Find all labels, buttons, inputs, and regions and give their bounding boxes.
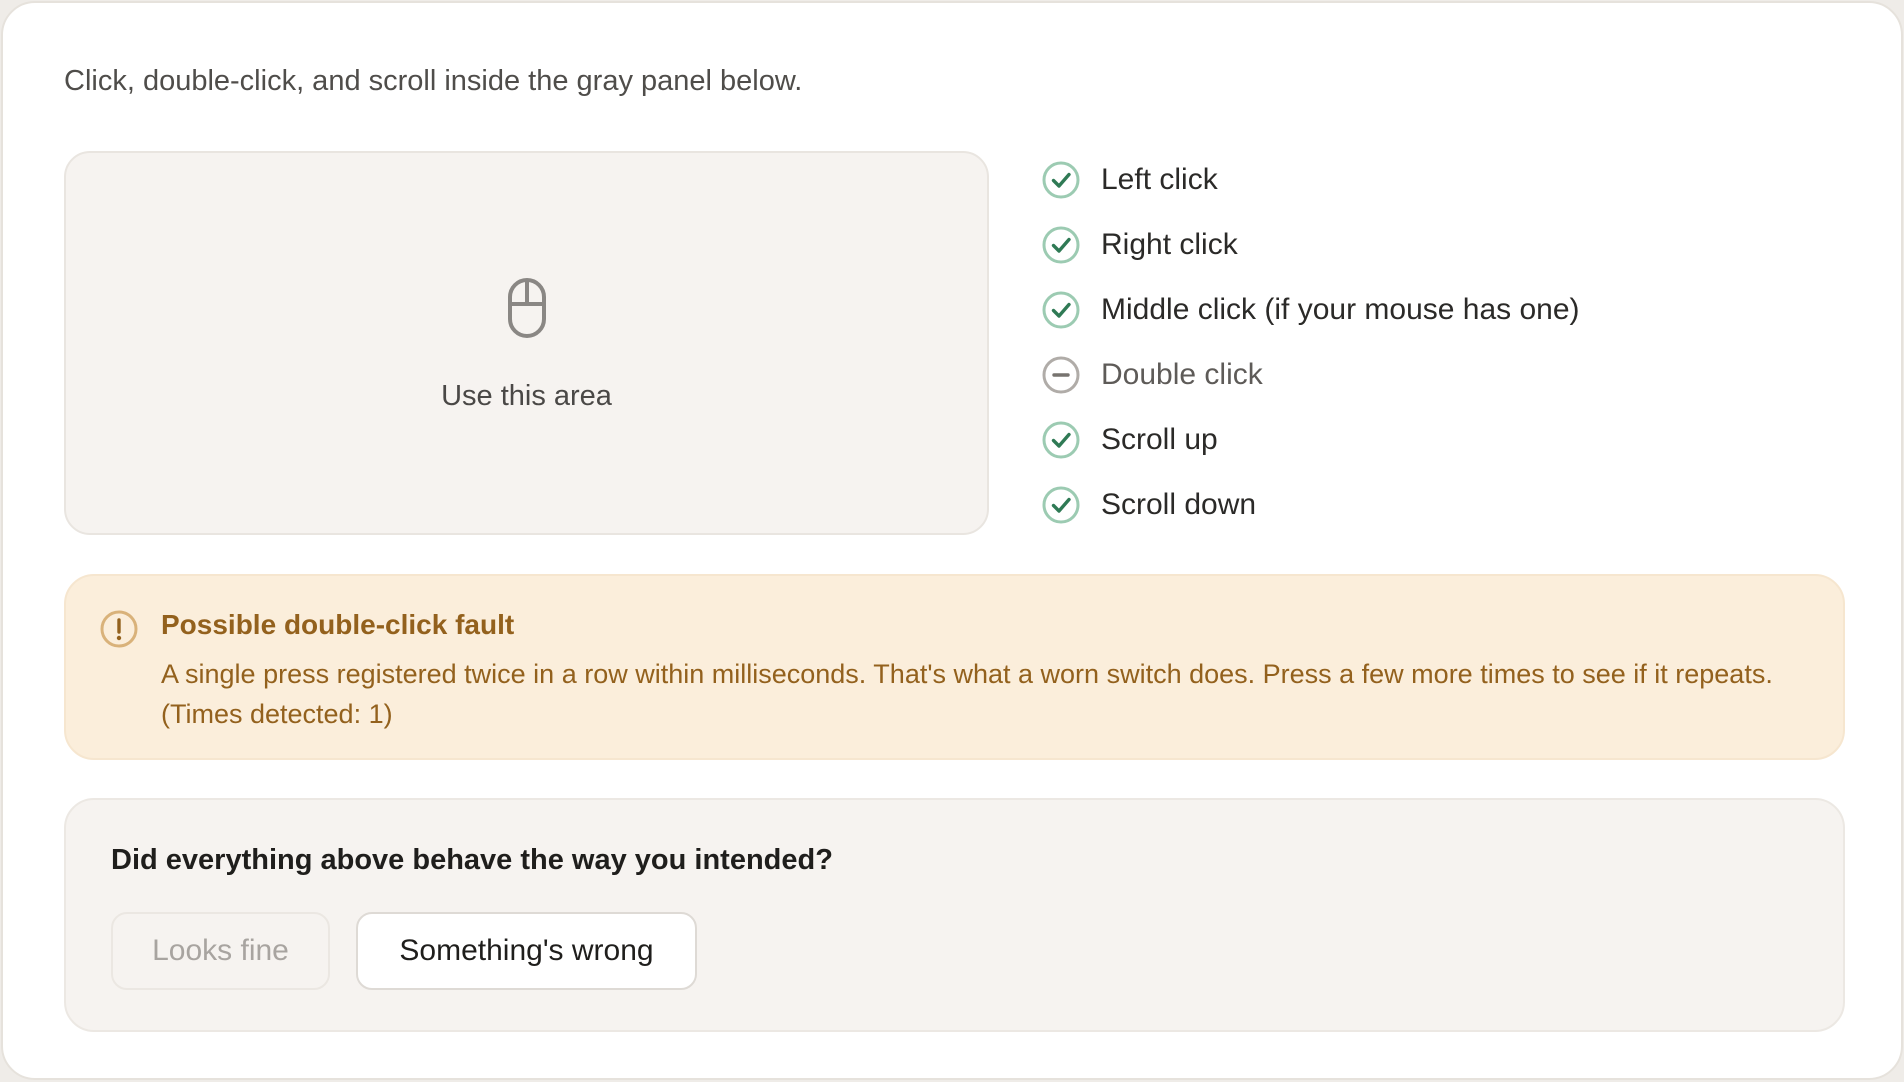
- feedback-panel: [64, 798, 1845, 1032]
- checklist-item-double-click: [1041, 353, 1263, 397]
- feedback-question: Did everything above behave the way you intended?: [111, 844, 833, 876]
- check-circle-icon: [1041, 485, 1081, 525]
- check-circle-icon: [1041, 225, 1081, 265]
- mouse-test-card: [1, 1, 1903, 1080]
- checklist-item-right-click: [1041, 223, 1238, 267]
- checklist-item-label: Scroll up: [1101, 423, 1218, 456]
- check-circle-icon: [1041, 290, 1081, 330]
- checklist-item-label: Double click: [1101, 358, 1263, 391]
- checklist-item-scroll-down: [1041, 483, 1256, 527]
- checklist-item-label: Scroll down: [1101, 488, 1257, 521]
- checklist-item-left-click: [1041, 158, 1218, 202]
- double-click-fault-warning: [64, 574, 1845, 760]
- warning-message: A single press registered twice in a row within milliseconds. That's what a worn switch does. Press a few more times to see if it repeats. (Times detected: 1): [161, 659, 1773, 729]
- instruction-text: Click, double-click, and scroll inside the gray panel below.: [64, 65, 803, 97]
- checklist-item-middle-click: [1041, 288, 1580, 332]
- minus-circle-icon: [1041, 355, 1081, 395]
- check-circle-icon: [1041, 420, 1081, 460]
- mouse-test-area[interactable]: [64, 151, 989, 535]
- warning-title: Possible double-click fault: [161, 609, 515, 640]
- checklist-item-label: Middle click (if your mouse has one): [1101, 293, 1580, 326]
- exclamation-circle-icon: [99, 609, 139, 649]
- looks-fine-button[interactable]: Looks fine: [111, 912, 330, 990]
- mouse-icon: [506, 276, 548, 340]
- check-circle-icon: [1041, 160, 1081, 200]
- checklist-item-label: Left click: [1101, 163, 1218, 196]
- something-wrong-button[interactable]: Something's wrong: [356, 912, 697, 990]
- checklist-item-scroll-up: [1041, 418, 1218, 462]
- checklist-item-label: Right click: [1101, 228, 1238, 261]
- test-area-label: Use this area: [441, 380, 612, 412]
